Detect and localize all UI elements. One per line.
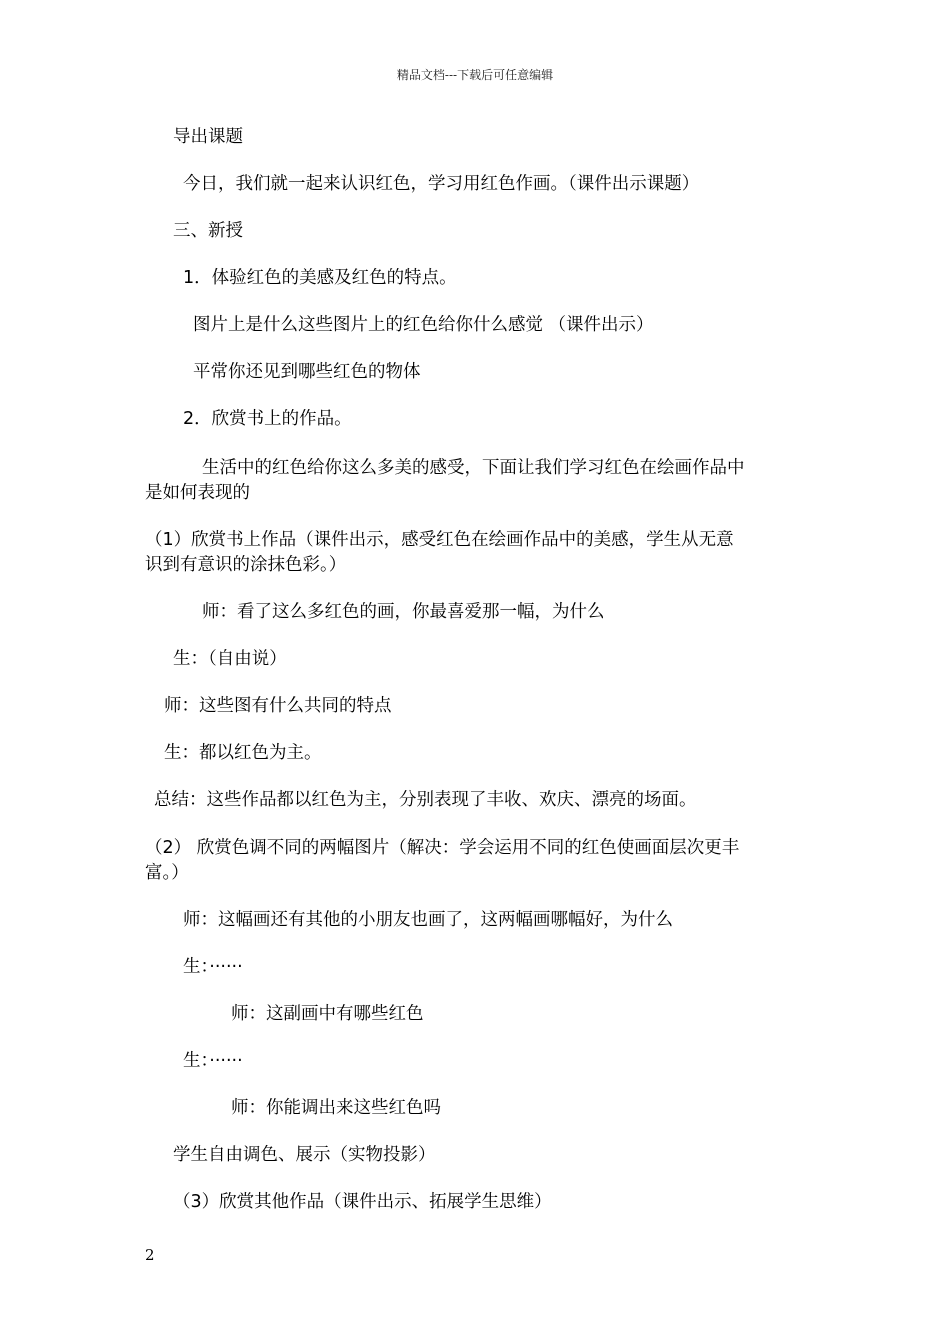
student-answer-ellipsis-1: 生：······ [183,957,243,977]
summary-line: 总结：这些作品都以红色为主，分别表现了丰收、欢庆、漂亮的场面。 [154,790,697,810]
item-2-line2: 富。） [145,863,189,883]
paragraph-transition-line2: 是如何表现的 [145,483,250,503]
item-3-line: （3）欣赏其他作品（课件出示、拓展学生思维） [173,1192,552,1212]
teacher-question-favorite: 师：看了这么多红色的画，你最喜爱那一幅，为什么 [202,602,605,622]
teacher-question-reds: 师：这副画中有哪些红色 [231,1004,424,1024]
teacher-question-compare: 师：这幅画还有其他的小朋友也画了，这两幅画哪幅好，为什么 [183,910,673,930]
question-images: 图片上是什么这些图片上的红色给你什么感觉 （课件出示） [193,315,654,335]
section-heading-new-lesson: 三、新授 [173,221,243,241]
student-activity: 学生自由调色、展示（实物投影） [173,1145,436,1165]
item-1-line1: （1）欣赏书上作品（课件出示，感受红色在绘画作品中的美感，学生从无意 [145,530,734,550]
page-header: 精品文档---下载后可任意编辑 [396,68,554,82]
teacher-question-common: 师：这些图有什么共同的特点 [164,696,392,716]
student-answer-ellipsis-2: 生：······ [183,1051,243,1071]
section-title-export: 导出课题 [173,127,243,147]
teacher-question-mix: 师：你能调出来这些红色吗 [231,1098,441,1118]
paragraph-transition-line1: 生活中的红色给你这么多美的感受，下面让我们学习红色在绘画作品中 [202,458,745,478]
page-number: 2 [145,1246,155,1264]
student-answer-red: 生：都以红色为主。 [164,743,322,763]
item-1-line2: 识到有意识的涂抹色彩。） [145,555,347,575]
student-answer-free: 生：（自由说） [173,649,287,669]
item-2-line1: （2） 欣赏色调不同的两幅图片（解决：学会运用不同的红色使画面层次更丰 [145,838,740,858]
question-red-objects: 平常你还见到哪些红色的物体 [193,362,421,382]
step-1-heading: 1．体验红色的美感及红色的特点。 [183,268,457,288]
step-2-heading: 2．欣赏书上的作品。 [183,409,352,429]
paragraph-intro: 今日，我们就一起来认识红色，学习用红色作画。（课件出示课题） [183,174,700,194]
